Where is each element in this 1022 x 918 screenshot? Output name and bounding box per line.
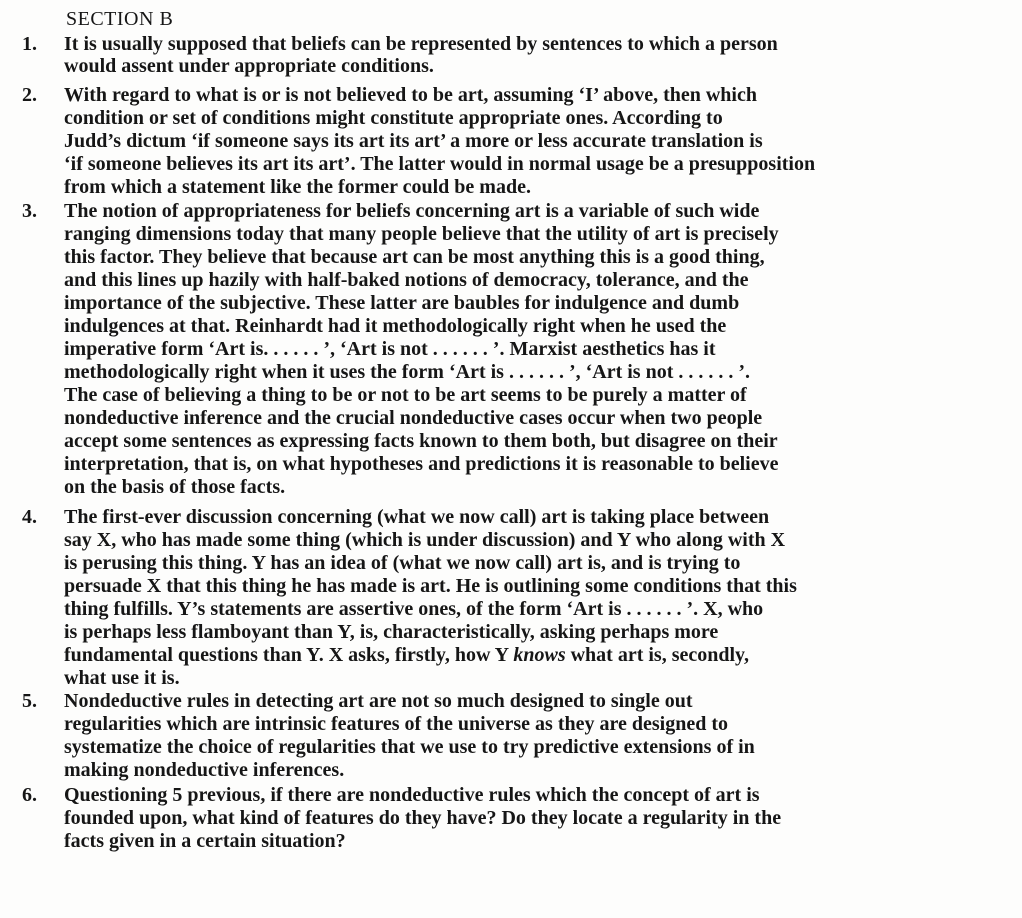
item-number: 1.: [22, 33, 37, 55]
item-line: With regard to what is or is not believed to be art, assuming ‘I’ above, then which: [64, 84, 757, 106]
item-line: would assent under appropriate conditions.: [64, 55, 434, 77]
item-line: It is usually supposed that beliefs can be represented by sentences to which a person: [64, 33, 778, 55]
item-line: founded upon, what kind of features do they have? Do they locate a regularity in the: [64, 807, 782, 829]
item-line: ‘if someone believes its art its art’. The latter would in normal usage be a presupposition: [64, 153, 816, 175]
item-line: Questioning 5 previous, if there are nondeductive rules which the concept of art is: [64, 784, 760, 806]
item-line: methodologically right when it uses the form ‘Art is . . . . . . ’, ‘Art is not . . . . . . ’.: [64, 361, 751, 383]
item-line: accept some sentences as expressing facts known to them both, but disagree on their: [64, 430, 778, 452]
item-line-with-emphasis: [64, 644, 749, 667]
item-line: is perusing this thing. Y has an idea of (what we now call) art is, and is trying to: [64, 552, 741, 574]
item-line: on the basis of those facts.: [64, 476, 286, 498]
item-number: 3.: [22, 200, 37, 222]
item-line: The first-ever discussion concerning (what we now call) art is taking place between: [64, 506, 770, 528]
item-line: The case of believing a thing to be or not to be art seems to be purely a matter of: [64, 384, 747, 406]
item-line: from which a statement like the former could be made.: [64, 176, 531, 198]
item-number: 5.: [22, 690, 37, 712]
item-line: what use it is.: [64, 667, 180, 689]
emphasis-word: knows: [513, 644, 566, 666]
item-number: 4.: [22, 506, 37, 528]
item-line: indulgences at that. Reinhardt had it methodologically right when he used the: [64, 315, 727, 337]
item-line: and this lines up hazily with half-baked notions of democracy, tolerance, and the: [64, 269, 749, 291]
item-line: interpretation, that is, on what hypotheses and predictions it is reasonable to believe: [64, 453, 779, 475]
item-line: say X, who has made some thing (which is under discussion) and Y who along with X: [64, 529, 786, 551]
item-number: 6.: [22, 784, 37, 806]
item-line: regularities which are intrinsic features of the universe as they are designed to: [64, 713, 729, 735]
item-number: 2.: [22, 84, 37, 106]
item-line: importance of the subjective. These latter are baubles for indulgence and dumb: [64, 292, 740, 314]
item-line-tail: what art is, secondly,: [565, 644, 749, 666]
item-line: facts given in a certain situation?: [64, 830, 346, 852]
item-line: systematize the choice of regularities that we use to try predictive extensions of in: [64, 736, 755, 758]
item-line: thing fulfills. Y’s statements are assertive ones, of the form ‘Art is . . . . . . ’. X, who: [64, 598, 764, 620]
item-line: this factor. They believe that because art can be most anything this is a good thing,: [64, 246, 765, 268]
item-line: persuade X that this thing he has made is art. He is outlining some conditions that this: [64, 575, 797, 597]
section-heading: SECTION B: [66, 8, 174, 30]
item-line: The notion of appropriateness for beliefs concerning art is a variable of such wide: [64, 200, 760, 222]
item-line: ranging dimensions today that many people believe that the utility of art is precisely: [64, 223, 779, 245]
item-line: condition or set of conditions might constitute appropriate ones. According to: [64, 107, 723, 129]
item-line: is perhaps less flamboyant than Y, is, characteristically, asking perhaps more: [64, 621, 719, 643]
item-line: imperative form ‘Art is. . . . . . ’, ‘Art is not . . . . . . ’. Marxist aesthetics has it: [64, 338, 716, 360]
item-line: nondeductive inference and the crucial nondeductive cases occur when two people: [64, 407, 763, 429]
item-line: Judd’s dictum ‘if someone says its art its art’ a more or less accurate translation is: [64, 130, 763, 152]
item-line: making nondeductive inferences.: [64, 759, 345, 781]
item-line: Nondeductive rules in detecting art are not so much designed to single out: [64, 690, 693, 712]
item-line-text: fundamental questions than Y. X asks, firstly, how Y: [64, 644, 509, 666]
